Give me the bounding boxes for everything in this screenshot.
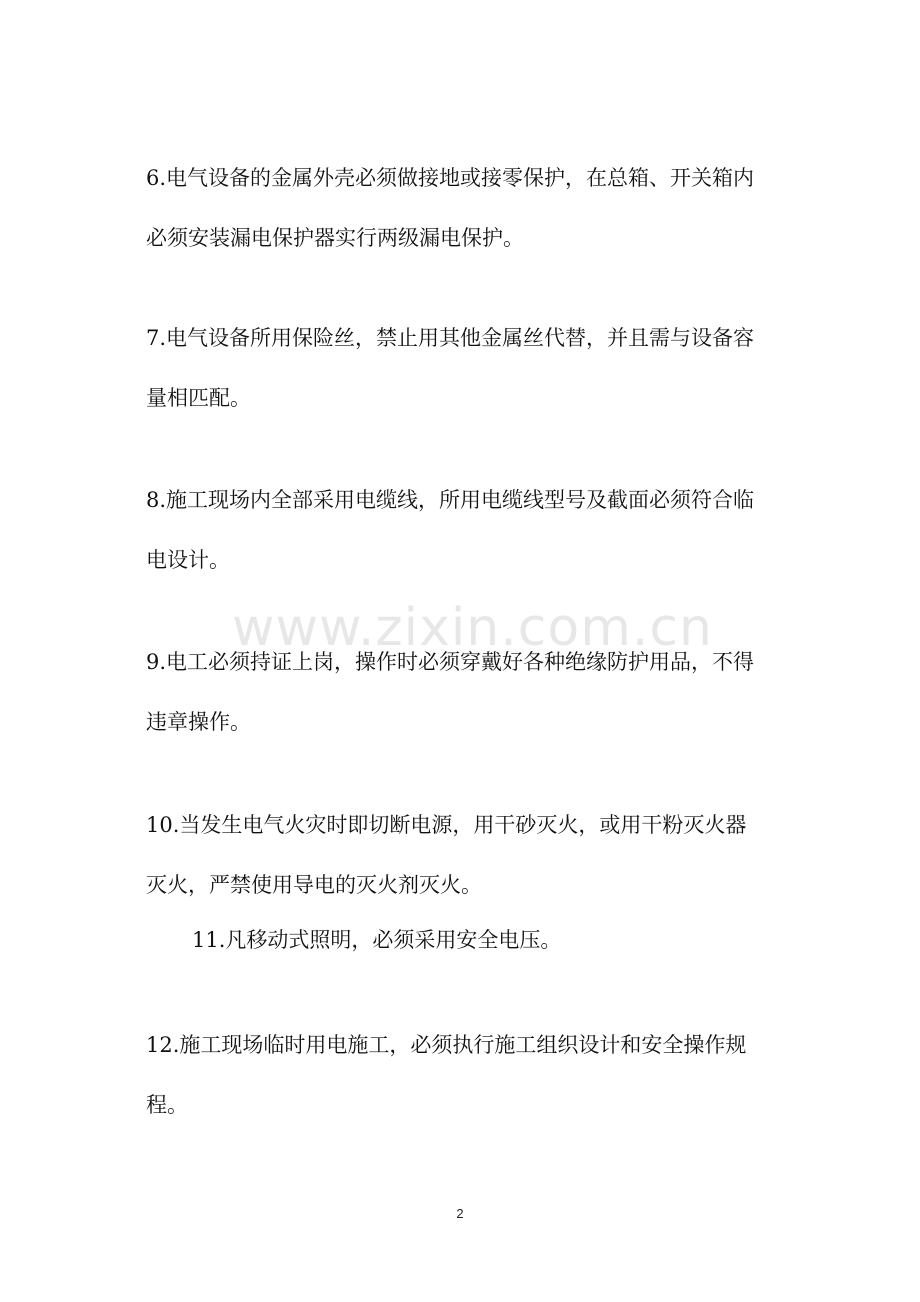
- paragraph-item-11: [192, 910, 822, 970]
- paragraph-line: 9.电工必须持证上岗，操作时必须穿戴好各种绝缘防护用品，不得: [146, 650, 755, 674]
- paragraph-item-7: [146, 308, 776, 428]
- paragraph-line: 违章操作。: [146, 710, 251, 734]
- paragraph-item-10: [146, 795, 776, 915]
- paragraph-item-9: [146, 632, 776, 752]
- page-number: 2: [456, 1206, 464, 1221]
- watermark: www.zixin.com.cn: [232, 598, 713, 658]
- paragraph-line: 灭火，严禁使用导电的灭火剂灭火。: [146, 873, 482, 897]
- paragraph-line: 12.施工现场临时用电施工，必须执行施工组织设计和安全操作规: [146, 1033, 747, 1057]
- paragraph-item-6: [146, 148, 776, 268]
- paragraph-item-12: [146, 1015, 776, 1135]
- paragraph-line: 10.当发生电气火灾时即切断电源，用干砂灭火，或用干粉灭火器: [146, 813, 747, 837]
- paragraph-line: 8.施工现场内全部采用电缆线，所用电缆线型号及截面必须符合临: [146, 488, 755, 512]
- paragraph-line: 6.电气设备的金属外壳必须做接地或接零保护，在总箱、开关箱内: [146, 166, 755, 190]
- paragraph-line: 量相匹配。: [146, 386, 251, 410]
- paragraph-line: 7.电气设备所用保险丝，禁止用其他金属丝代替，并且需与设备容: [146, 326, 755, 350]
- paragraph-line: 电设计。: [146, 548, 230, 572]
- paragraph-line: 必须安装漏电保护器实行两级漏电保护。: [146, 226, 524, 250]
- paragraph-line: 11.凡移动式照明，必须采用安全电压。: [192, 928, 562, 952]
- paragraph-line: 程。: [146, 1093, 188, 1117]
- paragraph-item-8: [146, 470, 776, 590]
